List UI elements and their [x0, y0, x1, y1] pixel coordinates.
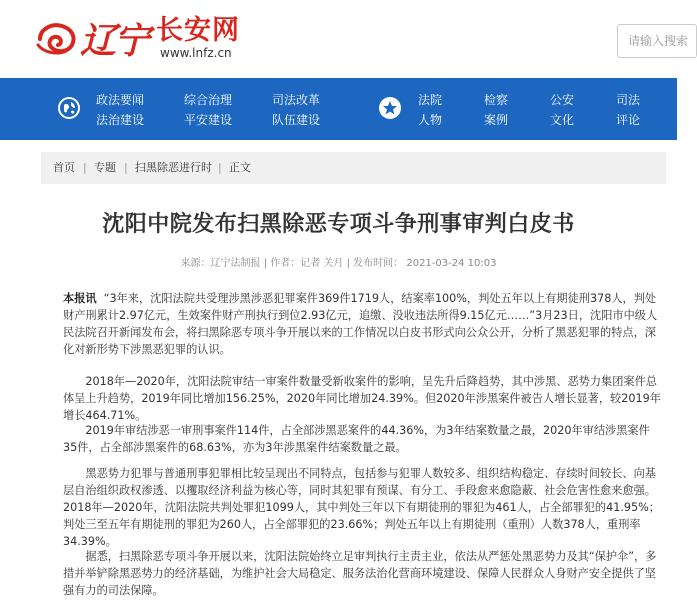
article-paragraph: 2018年—2020年，沈阳法院审结一审案件数量受新收案件的影响，呈先升后降趋势，其中涉黑、恶势力集团案件总体呈上升趋势，2019年同比增加156.25%，2020年同比增加24.39%。但2020年涉黑案件被告人增长显著，较2019年增长464.71%。 — [63, 375, 661, 422]
article-meta: 来源：辽宁法制报 | 作者：记者 关月 | 发布时间： 2021-03-24 10:03 — [180, 258, 497, 269]
article-paragraph-lead — [63, 290, 663, 358]
search-input[interactable]: 请输入搜索 — [617, 24, 697, 58]
nav-item-cases[interactable]: 案例 — [484, 113, 509, 127]
logo-site-url: www.lnfz.cn — [160, 45, 232, 60]
breadcrumb-home[interactable]: 首页 — [53, 161, 75, 174]
nav-item-safety[interactable]: 平安建设 — [184, 113, 233, 127]
nav-item-culture[interactable]: 文化 — [550, 113, 575, 127]
site-header — [0, 0, 689, 78]
breadcrumb-topic[interactable]: 专题 — [94, 161, 116, 174]
breadcrumb — [41, 152, 666, 184]
nav-item-people[interactable]: 人物 — [418, 113, 443, 127]
nav-item-commentary[interactable]: 评论 — [616, 113, 641, 127]
main-nav — [0, 78, 677, 140]
breadcrumb-current: 正文 — [229, 161, 251, 174]
lead-label: 本报讯 — [63, 292, 97, 305]
nav-item-politics-news[interactable]: 政法要闻 — [96, 93, 145, 107]
globe-icon — [58, 97, 80, 119]
logo-brush-text: 辽宁 — [80, 19, 149, 62]
nav-item-rule-of-law[interactable]: 法治建设 — [96, 113, 145, 127]
breadcrumb-separator: | — [83, 161, 87, 174]
nav-item-team-building[interactable]: 队伍建设 — [272, 113, 321, 127]
logo-site-name: 长安网 — [156, 14, 241, 46]
lead-text: “3年来，沈阳法院共受理涉黑涉恶犯罪案件369件1719人，结案率100%，判处五年以上有期徒刑378人，判处财产刑累计2.97亿元，生效案件财产刑执行到位2.93亿元，追缴、没收违法所得9.15亿元……”3月23日，沈阳市中级人民法院召开新闻发布会，将扫黑除恶专项斗争开展以来的工作情况以白皮书形式向公众公开，分析了黑恶犯罪的特点，深化对新形势下涉黑恶犯罪的认识。 — [63, 292, 658, 356]
nav-item-courts[interactable]: 法院 — [418, 93, 443, 107]
nav-item-justice[interactable]: 司法 — [616, 93, 641, 107]
article-title: 沈阳中院发布扫黑除恶专项斗争刑事审判白皮书 — [102, 212, 575, 237]
logo-swirl-icon — [36, 21, 78, 55]
nav-item-judicial-reform[interactable]: 司法改革 — [272, 93, 321, 107]
breadcrumb-campaign[interactable]: 扫黑除恶进行时 — [135, 161, 212, 174]
article-paragraph: 黑恶势力犯罪与普通刑事犯罪相比较呈现出不同特点，包括参与犯罪人数较多、组织结构稳定、存续时间较长、向基层自治组织政权渗透、以攫取经济利益为核心等，同时其犯罪有预谋、有分工、手段愈来愈隐蔽、社会危害性愈来愈强。2018年—2020年，沈阳法院共判处罪犯1099人，其中判处三年以下有期徒刑的罪犯为461人，占全部罪犯的41.95%；判处三至五年有期徒刑的罪犯为260人，占全部罪犯的23.66%；判处五年以上有期徒刑（重刑）人数378人，重刑率34.39%。 — [63, 467, 660, 548]
police-badge-icon — [379, 97, 401, 119]
breadcrumb-separator: | — [218, 161, 222, 174]
breadcrumb-separator: | — [124, 161, 128, 174]
nav-item-governance[interactable]: 综合治理 — [184, 93, 233, 107]
article-paragraph: 2019年审结涉恶一审刑事案件114件，占全部涉黑恶案件的44.36%，为3年结案数量之最，2020年审结涉黑案件35件，占全部涉黑案件的68.63%，亦为3年涉黑案件结案数量之最。 — [63, 424, 650, 454]
nav-item-public-security[interactable]: 公安 — [550, 93, 575, 107]
nav-item-procuratorate[interactable]: 检察 — [484, 93, 509, 107]
article-paragraph: 据悉，扫黑除恶专项斗争开展以来，沈阳法院始终立足审判执行主责主业，依法从严惩处黑恶势力及其“保护伞”，多措并举铲除黑恶势力的经济基础，为维护社会大局稳定、服务法治化营商环境建设、保障人民群众人身财产安全提供了坚强有力的司法保障。 — [63, 550, 657, 597]
site-logo[interactable] — [36, 14, 240, 62]
